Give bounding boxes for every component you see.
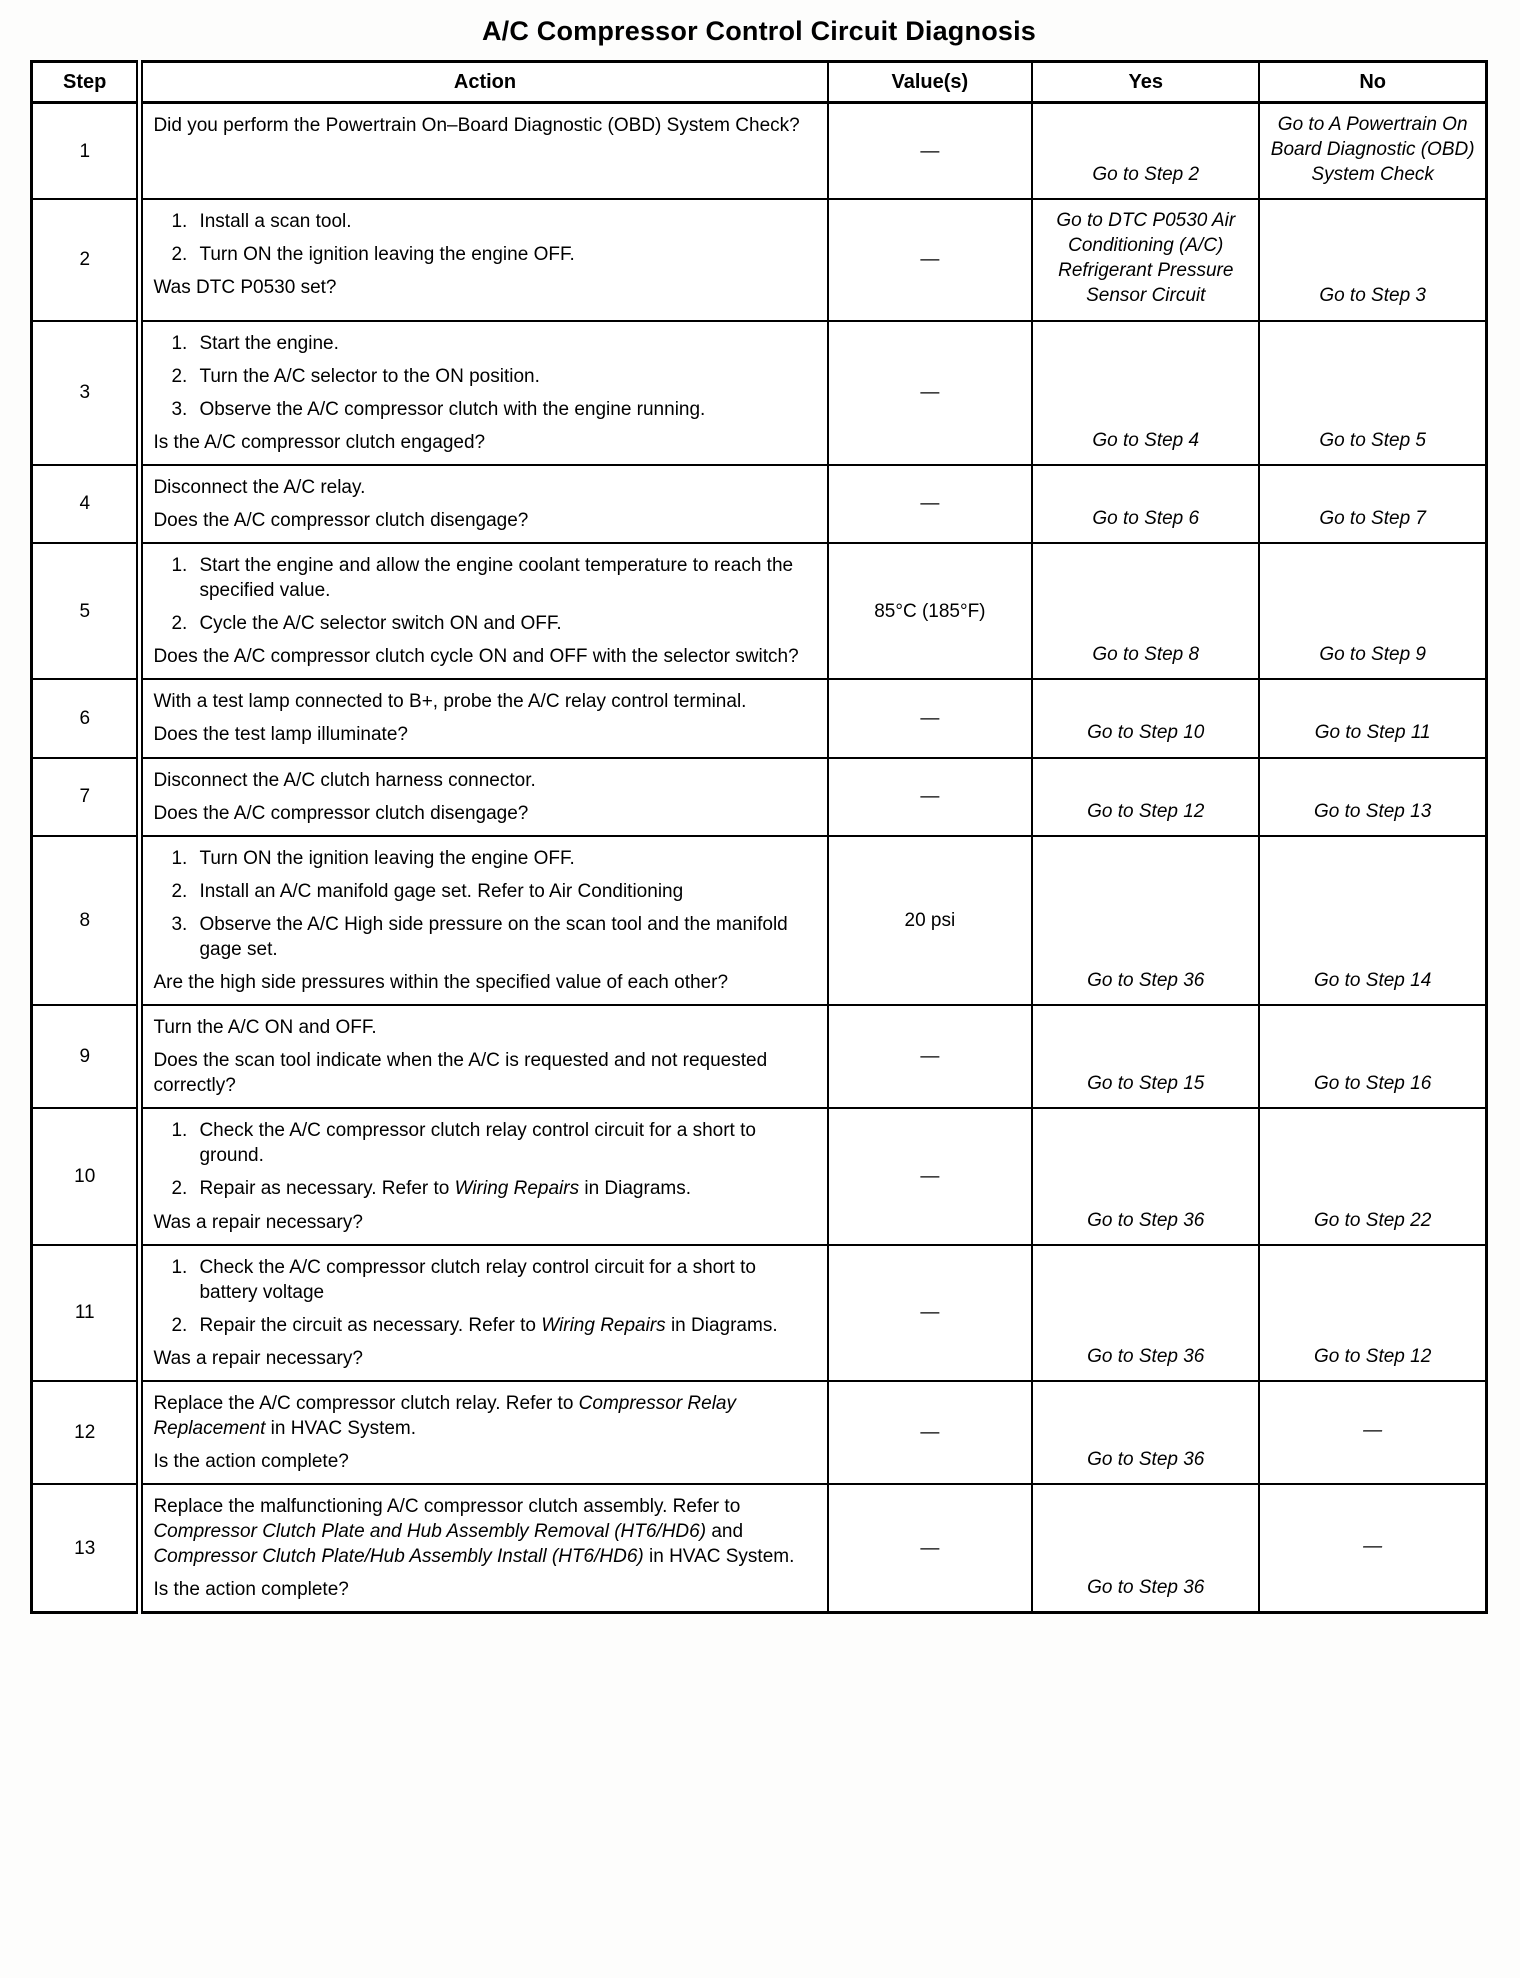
action-text: Disconnect the A/C clutch harness connector. [153,769,536,791]
table-row [32,1381,1487,1484]
step-number: 9 [32,1005,140,1108]
no-cell: Go to A Powertrain On Board Diagnostic (OBD) System Check [1259,103,1486,200]
list-number: 1. [171,1256,188,1278]
table-row [32,103,1487,200]
step-number: 11 [32,1245,140,1381]
list-number: 2. [171,244,188,266]
no-cell: Go to Step 14 [1259,836,1486,1005]
value-cell: — [828,1005,1033,1108]
action-question: Does the A/C compressor clutch disengage? [153,802,529,824]
step-number: 10 [32,1108,140,1244]
column-header-step: Step [32,61,140,102]
action-list-item [171,242,816,267]
action-cell [140,679,828,757]
table-body [32,103,1487,1613]
action-list-item [171,1176,816,1201]
list-text: Install an A/C manifold gage set. Refer to Air Conditioning [199,880,684,902]
value-cell: 20 psi [828,836,1033,1005]
table-row [32,543,1487,679]
action-question: Was a repair necessary? [153,1211,363,1233]
table-row [32,1484,1487,1613]
action-text: With a test lamp connected to B+, probe the A/C relay control terminal. [153,691,747,713]
value-cell: — [828,321,1033,465]
action-question: Does the scan tool indicate when the A/C is requested and not requested correctly? [153,1050,768,1097]
list-text: Cycle the A/C selector switch ON and OFF. [199,613,562,635]
step-number: 12 [32,1381,140,1484]
action-text: Turn the A/C ON and OFF. [153,1017,377,1039]
no-cell: Go to Step 16 [1259,1005,1486,1108]
table-row [32,1108,1487,1244]
table-row [32,758,1487,836]
list-number: 2. [171,613,188,635]
list-text: Turn ON the ignition leaving the engine OFF. [199,847,575,869]
list-number: 3. [171,398,188,420]
column-header-yes: Yes [1032,61,1259,102]
list-text: Check the A/C compressor clutch relay control circuit for a short to battery voltage [199,1256,756,1303]
value-cell: — [828,103,1033,200]
action-list-item [171,397,816,422]
list-text: Install a scan tool. [199,211,352,233]
step-number: 1 [32,103,140,200]
yes-cell: Go to DTC P0530 Air Conditioning (A/C) Refrigerant Pressure Sensor Circuit [1032,199,1259,320]
action-list-item [171,1118,816,1168]
table-row [32,679,1487,757]
list-number: 1. [171,555,188,577]
action-list-item [171,611,816,636]
action-question: Was a repair necessary? [153,1347,363,1369]
yes-cell: Go to Step 12 [1032,758,1259,836]
step-number: 2 [32,199,140,320]
value-cell: — [828,1108,1033,1244]
no-cell: — [1259,1381,1486,1484]
list-text: Repair the circuit as necessary. Refer to Wiring Repairs in Diagrams. [199,1314,778,1336]
action-cell [140,465,828,543]
step-number: 5 [32,543,140,679]
action-cell [140,321,828,465]
no-cell: Go to Step 7 [1259,465,1486,543]
list-number: 1. [171,211,188,233]
yes-cell: Go to Step 36 [1032,836,1259,1005]
step-number: 6 [32,679,140,757]
step-number: 8 [32,836,140,1005]
action-cell [140,1484,828,1613]
list-text: Start the engine and allow the engine coolant temperature to reach the specified value. [199,555,794,602]
action-cell [140,543,828,679]
list-number: 1. [171,1120,188,1142]
action-question: Does the test lamp illuminate? [153,724,408,746]
action-text: Replace the malfunctioning A/C compressor clutch assembly. Refer to Compressor Clutch Plate and Hub Assembly Removal (HT6/HD6) and Compressor Clutch Plate/Hub Assembly Install (HT6/HD6) in HVAC System. [153,1496,795,1568]
no-cell: Go to Step 13 [1259,758,1486,836]
action-cell [140,1245,828,1381]
yes-cell: Go to Step 36 [1032,1245,1259,1381]
table-row [32,836,1487,1005]
yes-cell: Go to Step 36 [1032,1381,1259,1484]
no-cell: Go to Step 5 [1259,321,1486,465]
action-cell [140,1381,828,1484]
action-list-item [171,912,816,962]
table-row [32,199,1487,320]
no-cell: Go to Step 22 [1259,1108,1486,1244]
action-question: Does the A/C compressor clutch cycle ON and OFF with the selector switch? [153,646,799,668]
step-number: 3 [32,321,140,465]
table-header-row [32,61,1487,102]
list-text: Turn ON the ignition leaving the engine OFF. [199,244,575,266]
list-text: Turn the A/C selector to the ON position. [199,365,540,387]
action-cell [140,1108,828,1244]
action-text: Did you perform the Powertrain On–Board Diagnostic (OBD) System Check? [153,115,800,137]
action-cell [140,1005,828,1108]
no-cell: Go to Step 12 [1259,1245,1486,1381]
list-number: 2. [171,1314,188,1336]
column-header-action: Action [140,61,828,102]
action-list-item [171,553,816,603]
action-list-item [171,1313,816,1338]
action-cell [140,103,828,200]
step-number: 4 [32,465,140,543]
action-question: Is the action complete? [153,1579,349,1601]
list-text: Observe the A/C High side pressure on the scan tool and the manifold gage set. [199,913,788,960]
step-number: 7 [32,758,140,836]
list-number: 1. [171,332,188,354]
diagnosis-table [30,60,1488,1615]
value-cell: — [828,679,1033,757]
value-cell: — [828,758,1033,836]
value-cell: — [828,1484,1033,1613]
yes-cell: Go to Step 2 [1032,103,1259,200]
action-question: Is the A/C compressor clutch engaged? [153,431,486,453]
column-header-values: Value(s) [828,61,1033,102]
no-cell: — [1259,1484,1486,1613]
action-cell [140,758,828,836]
yes-cell: Go to Step 15 [1032,1005,1259,1108]
list-number: 2. [171,365,188,387]
yes-cell: Go to Step 36 [1032,1108,1259,1244]
list-text: Check the A/C compressor clutch relay control circuit for a short to ground. [199,1120,756,1167]
action-cell [140,199,828,320]
list-number: 1. [171,847,188,869]
table-row [32,1005,1487,1108]
yes-cell: Go to Step 6 [1032,465,1259,543]
action-list-item [171,879,816,904]
list-number: 3. [171,913,188,935]
action-cell [140,836,828,1005]
action-list-item [171,364,816,389]
column-header-no: No [1259,61,1486,102]
no-cell: Go to Step 3 [1259,199,1486,320]
no-cell: Go to Step 9 [1259,543,1486,679]
page-title: A/C Compressor Control Circuit Diagnosis [481,16,1037,46]
value-cell: — [828,1245,1033,1381]
table-row [32,1245,1487,1381]
value-cell: 85°C (185°F) [828,543,1033,679]
list-text: Repair as necessary. Refer to Wiring Repairs in Diagrams. [199,1178,691,1200]
value-cell: — [828,465,1033,543]
yes-cell: Go to Step 4 [1032,321,1259,465]
table-row [32,321,1487,465]
list-number: 2. [171,880,188,902]
action-question: Are the high side pressures within the specified value of each other? [153,971,729,993]
action-question: Was DTC P0530 set? [153,277,337,299]
step-number: 13 [32,1484,140,1613]
action-list-item [171,331,816,356]
table-row [32,465,1487,543]
list-number: 2. [171,1178,188,1200]
value-cell: — [828,1381,1033,1484]
action-text: Replace the A/C compressor clutch relay. Refer to Compressor Relay Replacement in HVAC System. [153,1392,736,1439]
list-text: Observe the A/C compressor clutch with the engine running. [199,398,706,420]
action-list-item [171,1255,816,1305]
action-list-item [171,846,816,871]
action-question: Does the A/C compressor clutch disengage? [153,509,529,531]
yes-cell: Go to Step 36 [1032,1484,1259,1613]
value-cell: — [828,199,1033,320]
action-text: Disconnect the A/C relay. [153,476,366,498]
yes-cell: Go to Step 8 [1032,543,1259,679]
action-list-item [171,209,816,234]
no-cell: Go to Step 11 [1259,679,1486,757]
yes-cell: Go to Step 10 [1032,679,1259,757]
action-question: Is the action complete? [153,1451,349,1473]
list-text: Start the engine. [199,332,339,354]
